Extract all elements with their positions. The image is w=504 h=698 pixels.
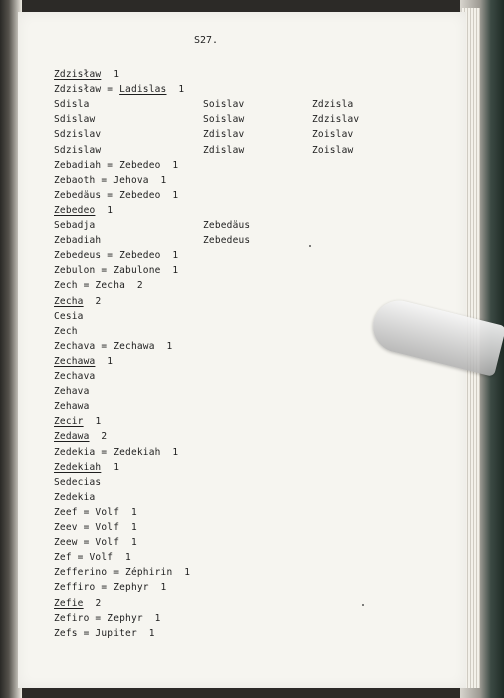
entry-line (54, 628, 155, 639)
entry-text: Zechava (54, 371, 96, 382)
variant-col3: Zdzisla (312, 99, 354, 110)
headword: Zdzisław (54, 69, 102, 80)
entry-text: Sdzislav (54, 129, 102, 140)
entry-text: Sedecias (54, 477, 102, 488)
entry-text: Zeef = Volf 1 (54, 507, 137, 518)
entry-text: 2 (89, 431, 108, 442)
headword: Zefie (54, 598, 84, 609)
entry-text: Zech = Zecha 2 (54, 280, 143, 291)
entry-line (54, 492, 95, 503)
variant-col3: Zoislav (312, 129, 354, 140)
entry-text: 1 (83, 416, 102, 427)
entry-line (54, 311, 84, 322)
entry-text: 1 (101, 462, 120, 473)
page-number: S27. (194, 35, 219, 46)
entry-text: 1 (95, 205, 114, 216)
variant-col3: Zdzislav (312, 114, 360, 125)
entry-line (54, 447, 178, 458)
entry-text: Zeffiro = Zephyr 1 (54, 582, 167, 593)
entry-text: Zebedeus = Zebedeo 1 (54, 250, 179, 261)
entry-line (54, 582, 166, 593)
entry-line (54, 175, 166, 186)
entry-line (54, 265, 178, 276)
entry-line (54, 296, 101, 307)
entry-text: 1 (101, 69, 120, 80)
entry-line (54, 431, 107, 442)
entry-text: Zebadiah (54, 235, 102, 246)
entry-text: Zef = Volf 1 (54, 552, 131, 563)
entry-line (54, 507, 137, 518)
entry-line (54, 552, 131, 563)
headword: Zecir (54, 416, 84, 427)
entry-text: Zehawa (54, 401, 90, 412)
entry-text: Sdislaw (54, 114, 96, 125)
entry-line (54, 69, 119, 80)
entry-line (54, 477, 101, 488)
entry-text: Zefferino = Zéphirin 1 (54, 567, 191, 578)
headword: Zedawa (54, 431, 90, 442)
entry-line (54, 356, 113, 367)
entry-line (54, 84, 184, 95)
entry-text: Zefiro = Zephyr 1 (54, 613, 161, 624)
entry-line (54, 114, 95, 125)
entry-line (54, 386, 90, 397)
variant-col2: Zdislav (203, 129, 245, 140)
entry-line (54, 129, 101, 140)
entry-text: Sebadja (54, 220, 96, 231)
entry-text: Zefs = Jupiter 1 (54, 628, 155, 639)
headword: Zecha (54, 296, 84, 307)
variant-col2: Zdislaw (203, 145, 245, 156)
entry-text: Zebulon = Zabulone 1 (54, 265, 179, 276)
headword: Zedekiah (54, 462, 102, 473)
entry-line (54, 280, 143, 291)
entry-text: Zdzisław = (54, 84, 120, 95)
entry-line (54, 190, 178, 201)
entry-text: Zech (54, 326, 78, 337)
entry-text: Zechava = Zechawa 1 (54, 341, 173, 352)
entry-line (54, 462, 119, 473)
entry-line (54, 99, 90, 110)
entry-line (54, 220, 95, 231)
entry-line (54, 205, 113, 216)
entry-line (54, 371, 95, 382)
variant-col3: Zoislaw (312, 145, 354, 156)
entry-text: Zeev = Volf 1 (54, 522, 137, 533)
entry-text: Zebedäus = Zebedeo 1 (54, 190, 179, 201)
entry-text: Zedekia (54, 492, 96, 503)
headword: Zechawa (54, 356, 96, 367)
entry-line (54, 160, 178, 171)
entry-text: Zeew = Volf 1 (54, 537, 137, 548)
variant-col2: Soislaw (203, 114, 245, 125)
headword: Ladislas (119, 84, 167, 95)
variant-col2: Zebedeus (203, 235, 251, 246)
entry-text: 1 (95, 356, 114, 367)
ink-speck (362, 604, 364, 606)
entry-text: Cesia (54, 311, 84, 322)
entry-text: 2 (83, 296, 102, 307)
entry-text: Zebaoth = Jehova 1 (54, 175, 167, 186)
entry-text: 1 (166, 84, 185, 95)
entry-text: Zebadiah = Zebedeo 1 (54, 160, 179, 171)
entry-line (54, 537, 137, 548)
variant-col2: Soislav (203, 99, 245, 110)
ink-speck (309, 245, 311, 247)
entry-line (54, 613, 161, 624)
entry-text: Sdzislaw (54, 145, 102, 156)
entry-line (54, 567, 190, 578)
entry-line (54, 522, 137, 533)
entry-line (54, 341, 172, 352)
entry-line (54, 326, 78, 337)
entry-line (54, 598, 101, 609)
entry-line (54, 250, 178, 261)
entry-line (54, 416, 101, 427)
entry-text: Zehava (54, 386, 90, 397)
entry-line (54, 401, 90, 412)
entry-line (54, 145, 101, 156)
entry-line (54, 235, 101, 246)
entry-text: Sdisla (54, 99, 90, 110)
entry-text: Zedekia = Zedekiah 1 (54, 447, 179, 458)
entry-text: 2 (83, 598, 102, 609)
headword: Zebedeo (54, 205, 96, 216)
variant-col2: Zebedäus (203, 220, 251, 231)
